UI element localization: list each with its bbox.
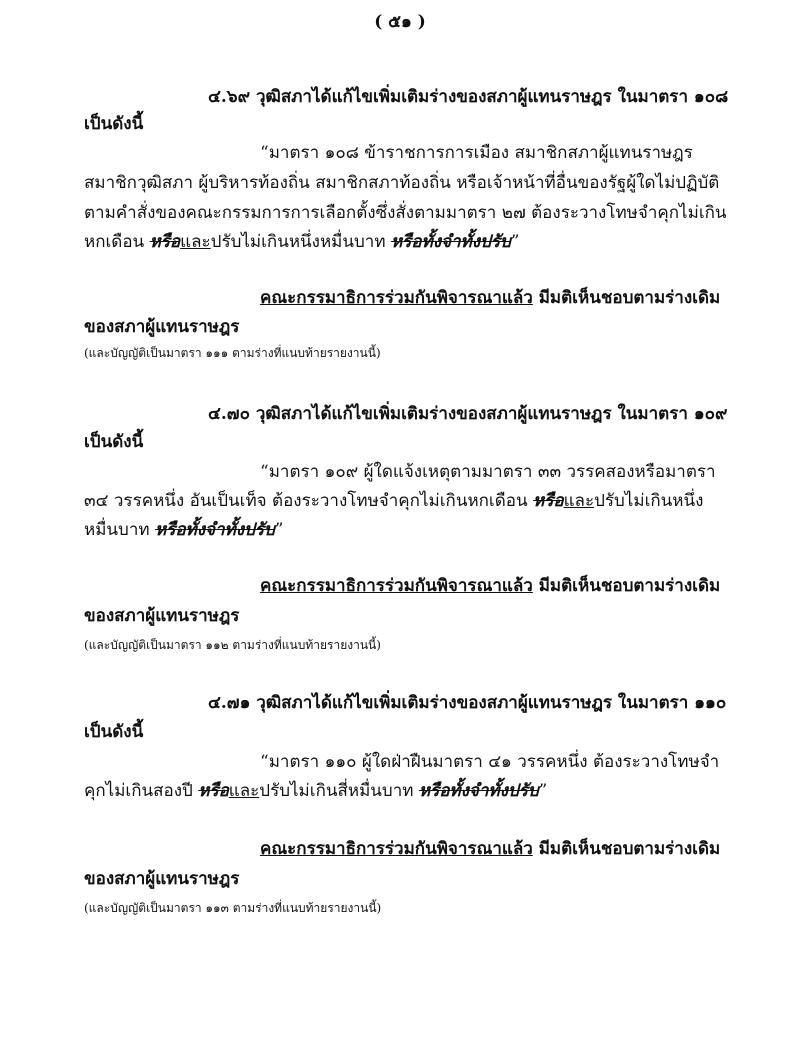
quote-text: หมื่นบาท	[84, 520, 155, 540]
note: (และบัญญัติเป็นมาตรา ๑๑๓ ตามร่างที่แนบท้ายรายงานนี้)	[84, 901, 382, 915]
section-heading: ๔.๗๑ วุฒิสภาได้แก้ไขเพิ่มเติมร่างของสภาผู้แทนราษฎร ในมาตรา ๑๑๐	[208, 693, 727, 713]
quote-end: ”	[510, 232, 520, 252]
deleted-text: หรือ	[149, 232, 181, 252]
quote-text: หกเดือน	[84, 232, 150, 252]
committee-tail: ของสภาผู้แทนราษฎร	[84, 606, 240, 626]
note: (และบัญญัติเป็นมาตรา ๑๑๑ ตามร่างที่แนบท้ายรายงานนี้)	[84, 346, 381, 360]
inserted-text: และ	[563, 491, 595, 511]
quote-line: “มาตรา ๑๐๘ ข้าราชการการเมือง สมาชิกสภาผู้แทนราษฎร	[260, 143, 693, 163]
note: (และบัญญัติเป็นมาตรา ๑๑๒ ตามร่างที่แนบท้ายรายงานนี้)	[84, 638, 381, 652]
quote-end: ”	[538, 781, 548, 801]
committee-resolution	[260, 287, 720, 309]
inserted-text: และ	[228, 781, 260, 801]
committee-resolution	[260, 575, 720, 597]
quote-line	[84, 519, 283, 541]
quote-text: ปรับไม่เกินสี่หมื่นบาท	[259, 781, 419, 801]
page-number: ( ๕๑ )	[374, 12, 426, 32]
quote-line	[84, 780, 547, 802]
quote-end: ”	[274, 520, 284, 540]
quote-line: ตามคำสั่งของคณะกรรมการการเลือกตั้งซึ่งสั่งตามมาตรา ๒๗ ต้องระวางโทษจำคุกไม่เกิน	[84, 203, 727, 223]
section-heading-tail: เป็นดังนี้	[84, 432, 144, 452]
section-heading: ๔.๖๙ วุฒิสภาได้แก้ไขเพิ่มเติมร่างของสภาผู้แทนราษฎร ในมาตรา ๑๐๘	[208, 87, 729, 107]
section-heading-tail: เป็นดังนี้	[84, 722, 144, 742]
committee-label: คณะกรรมาธิการร่วมกันพิจารณาแล้ว	[260, 576, 533, 596]
deleted-text: หรือทั้งจำทั้งปรับ	[390, 232, 511, 252]
deleted-text: หรือ	[533, 491, 564, 511]
quote-text: ปรับไม่เกินหนึ่ง	[594, 491, 704, 511]
quote-line: สมาชิกวุฒิสภา ผู้บริหารท้องถิ่น สมาชิกสภาท้องถิ่น หรือเจ้าหน้าที่อื่นของรัฐผู้ใดไม่ปฏิบัติ	[84, 173, 720, 193]
deleted-text: หรือ	[198, 781, 229, 801]
quote-text: ปรับไม่เกินหนึ่งหมื่นบาท	[210, 232, 391, 252]
deleted-text: หรือทั้งจำทั้งปรับ	[418, 781, 539, 801]
quote-line	[84, 231, 519, 253]
committee-resolution	[260, 838, 720, 860]
section-heading: ๔.๗๐ วุฒิสภาได้แก้ไขเพิ่มเติมร่างของสภาผู้แทนราษฎร ในมาตรา ๑๐๙	[208, 404, 728, 424]
committee-label: คณะกรรมาธิการร่วมกันพิจารณาแล้ว	[260, 839, 533, 859]
committee-text: มีมติเห็นชอบตามร่างเดิม	[532, 576, 721, 596]
quote-text: คุกไม่เกินสองปี	[84, 781, 199, 801]
committee-text: มีมติเห็นชอบตามร่างเดิม	[532, 288, 721, 308]
committee-label: คณะกรรมาธิการร่วมกันพิจารณาแล้ว	[260, 288, 533, 308]
quote-line: “มาตรา ๑๐๙ ผู้ใดแจ้งเหตุตามมาตรา ๓๓ วรรคสองหรือมาตรา	[260, 462, 716, 482]
committee-tail: ของสภาผู้แทนราษฎร	[84, 317, 240, 337]
quote-text: ๓๔ วรรคหนึ่ง อันเป็นเท็จ ต้องระวางโทษจำคุกไม่เกินหกเดือน	[84, 491, 534, 511]
quote-line: “มาตรา ๑๑๐ ผู้ใดฝ่าฝืนมาตรา ๔๑ วรรคหนึ่ง ต้องระวางโทษจำ	[260, 752, 720, 772]
committee-text: มีมติเห็นชอบตามร่างเดิม	[532, 839, 721, 859]
committee-tail: ของสภาผู้แทนราษฎร	[84, 869, 240, 889]
quote-line	[84, 490, 703, 512]
deleted-text: หรือทั้งจำทั้งปรับ	[154, 520, 275, 540]
section-heading-tail: เป็นดังนี้	[84, 114, 144, 134]
inserted-text: และ	[180, 232, 211, 252]
